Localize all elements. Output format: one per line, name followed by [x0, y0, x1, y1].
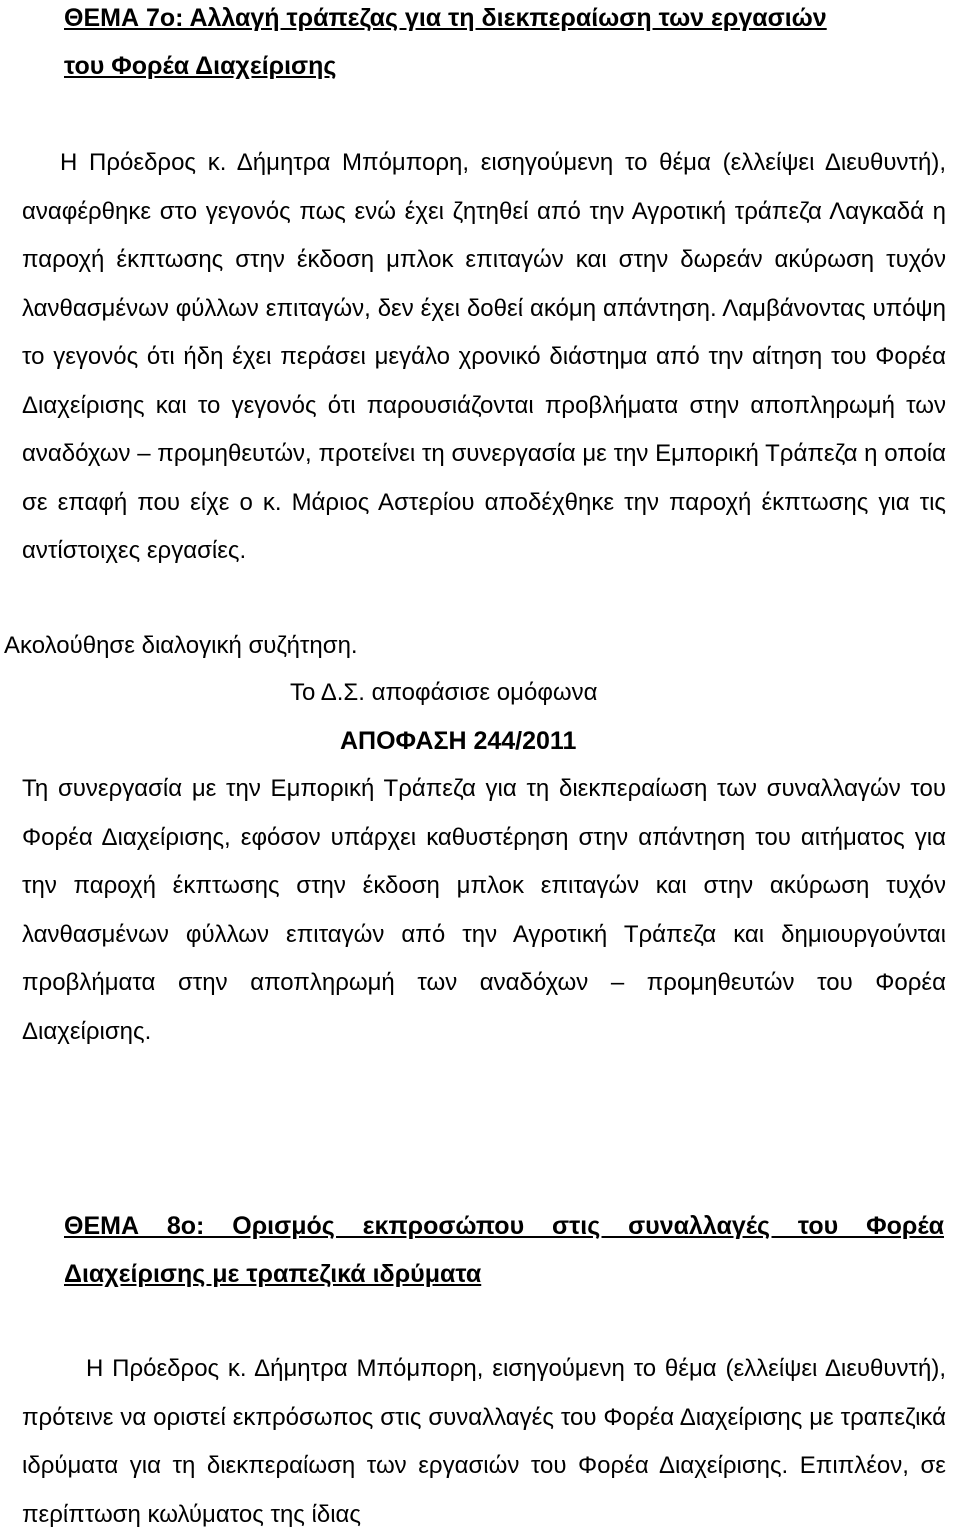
topic7-paragraph: Η Πρόεδρος κ. Δήμητρα Μπόμπορη, εισηγούμενη το θέμα (ελλείψει Διευθυντή), αναφέρθηκε στο γεγονός πως ενώ έχει ζητηθεί από την Αγροτική τράπεζα Λαγκαδά η παροχή έκπτωσης στην έκδοση μπλοκ επιταγών και στην δωρεάν ακύρωση τυχόν λανθασμένων φύλλων επιταγών, δεν έχει δοθεί ακόμη απάντηση. Λαμβάνοντας υπόψη το γεγονός ότι ήδη έχει περάσει μεγάλο χρονικό διάστημα από την αίτηση του Φορέα Διαχείρισης και το γεγονός ότι παρουσιάζονται προβλήματα στην αποπληρωμή των αναδόχων – προμηθευτών, προτείνει τη συνεργασία με την Εμπορική Τράπεζα η οποία σε επαφή που είχε ο κ. Μάριος Αστερίου αποδέχθηκε την παροχή έκπτωσης για τις αντίστοιχες εργασίες.	[22, 149, 946, 564]
topic8-heading-line2: Διαχείρισης με τραπεζικά ιδρύματα	[64, 1260, 482, 1288]
board-resolution: Το Δ.Σ. αποφάσισε ομόφωνα	[290, 679, 598, 706]
topic7-heading-line1: ΘΕΜΑ 7ο: Αλλαγή τράπεζας για τη διεκπεραίωση των εργασιών	[64, 4, 827, 32]
discussion-note: Ακολούθησε διαλογική συζήτηση.	[4, 632, 358, 659]
topic8-paragraph: Η Πρόεδρος κ. Δήμητρα Μπόμπορη, εισηγούμενη το θέμα (ελλείψει Διευθυντή), πρότεινε να οριστεί εκπρόσωπος στις συναλλαγές του Φορέα Διαχείρισης με τραπεζικά ιδρύματα για τη διεκπεραίωση των εργασιών του Φορέα Διαχείρισης. Επιπλέον, σε περίπτωση κωλύματος της ίδιας	[22, 1355, 946, 1528]
decision-text: Τη συνεργασία με την Εμπορική Τράπεζα για τη διεκπεραίωση των συναλλαγών του Φορέα Διαχείρισης, εφόσον υπάρχει καθυστέρηση στην απάντηση του αιτήματος για την παροχή έκπτωσης στην έκδοση μπλοκ επιταγών και στην ακύρωση τυχόν λανθασμένων φύλλων επιταγών από την Αγροτική Τράπεζα και δημιουργούνται προβλήματα στην αποπληρωμή των αναδόχων – προμηθευτών του Φορέα Διαχείρισης.	[22, 775, 946, 1045]
topic8-heading-line1: ΘΕΜΑ 8ο: Ορισμός εκπροσώπου στις συναλλαγές του Φορέα	[64, 1212, 944, 1240]
topic7-heading-line2: του Φορέα Διαχείρισης	[64, 52, 337, 80]
decision-title: ΑΠΟΦΑΣΗ 244/2011	[340, 727, 577, 755]
